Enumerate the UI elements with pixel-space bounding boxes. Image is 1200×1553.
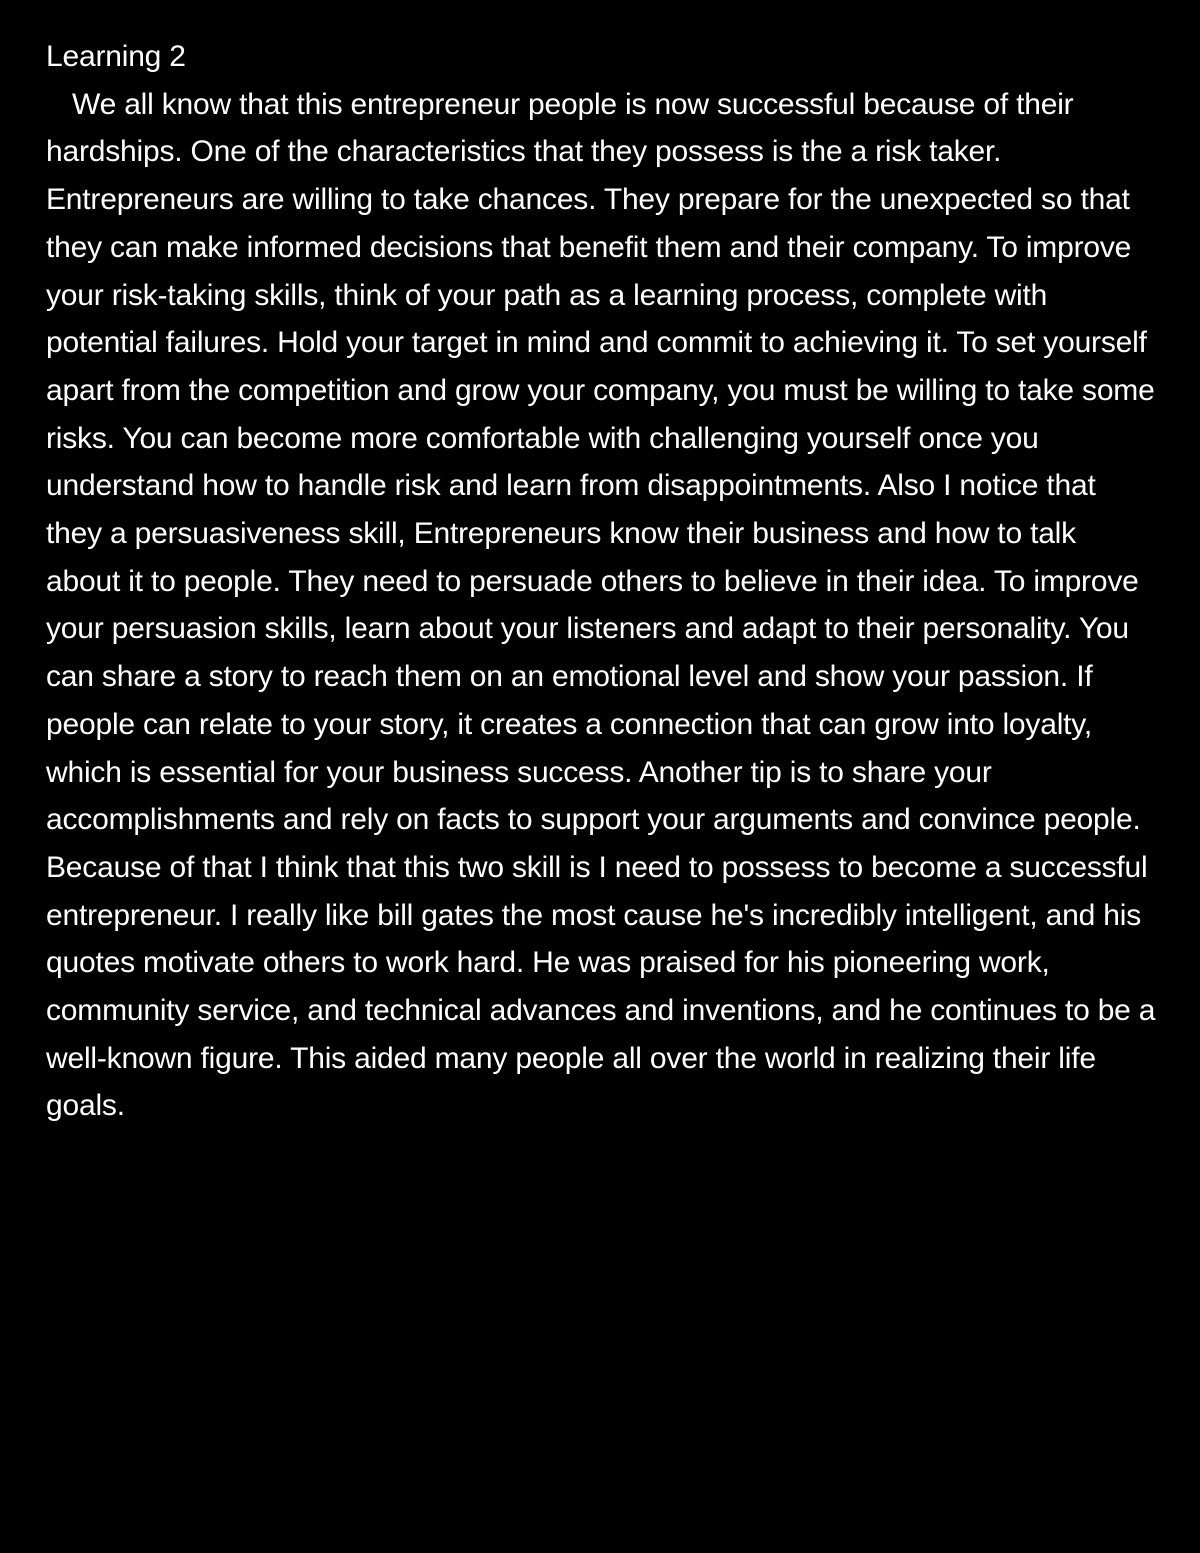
document-page: [46, 33, 1156, 1130]
document-body-paragraph: We all know that this entrepreneur people is now successful because of their hardships. One of the characteristics that they possess is the a risk taker. Entrepreneurs are willing to take chances. They prepare for the unexpected so that they can make informed decisions that benefit them and their company. To improve your risk-taking skills, think of your path as a learning process, complete with potential failures. Hold your target in mind and commit to achieving it. To set yourself apart from the competition and grow your company, you must be willing to take some risks. You can become more comfortable with challenging yourself once you understand how to handle risk and learn from disappointments. Also I notice that they a persuasiveness skill, Entrepreneurs know their business and how to talk about it to people. They need to persuade others to believe in their idea. To improve your persuasion skills, learn about your listeners and adapt to their personality. You can share a story to reach them on an emotional level and show your passion. If people can relate to your story, it creates a connection that can grow into loyalty, which is essential for your business success. Another tip is to share your accomplishments and rely on facts to support your arguments and convince people. Because of that I think that this two skill is I need to possess to become a successful entrepreneur. I really like bill gates the most cause he's incredibly intelligent, and his quotes motivate others to work hard. He was praised for his pioneering work, community service, and technical advances and inventions, and he continues to be a well-known figure. This aided many people all over the world in realizing their life goals.: [46, 87, 1156, 1123]
document-title: Learning 2: [46, 40, 186, 73]
